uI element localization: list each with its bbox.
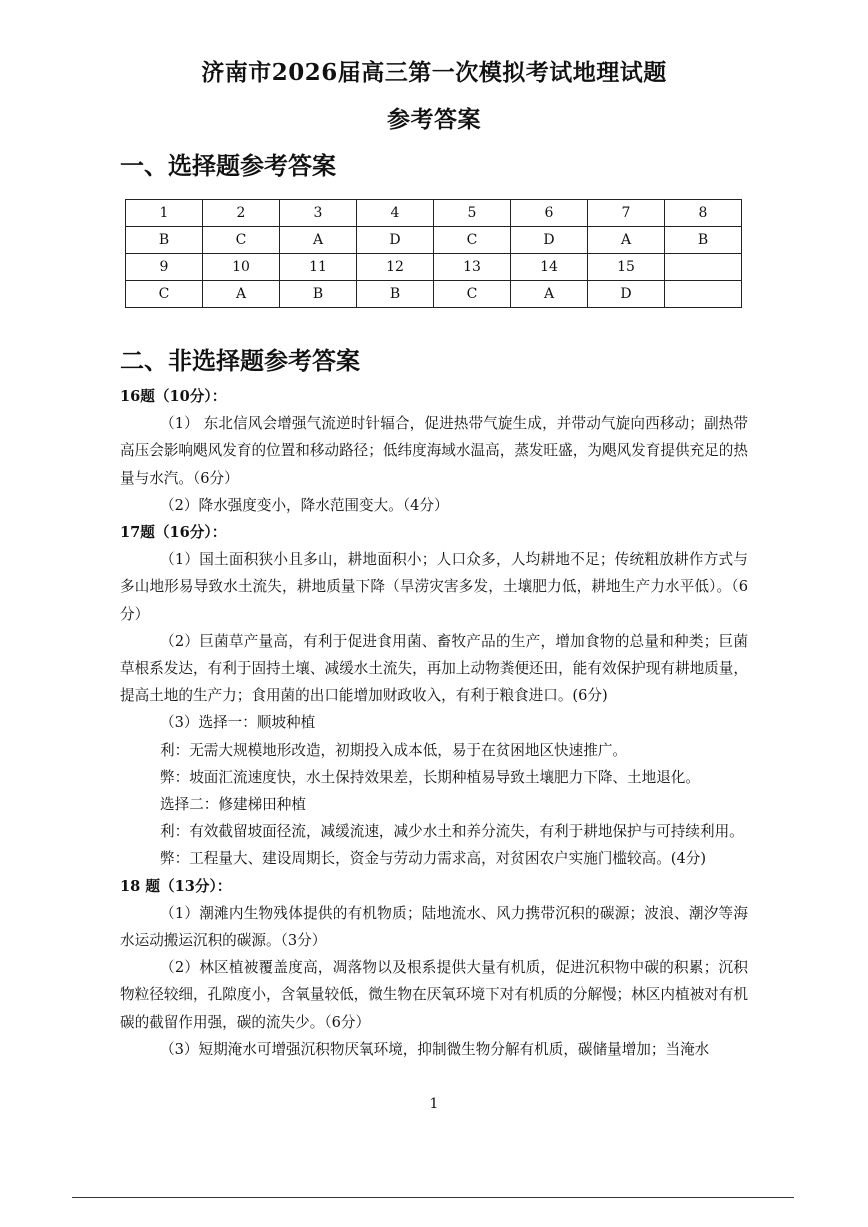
answer-cell: C: [434, 227, 511, 254]
question-number-cell: 15: [588, 254, 665, 281]
answer-paragraph: 弊：工程量大、建设周期长，资金与劳动力需求高，对贫困农户实施门槛较高。(4分): [160, 850, 707, 868]
answer-cell: B: [280, 281, 357, 308]
answer-cell: C: [434, 281, 511, 308]
answer-paragraph: （3）选择一：顺坡种植: [160, 714, 316, 732]
question-number-cell: 10: [203, 254, 280, 281]
answer-cell: C: [126, 281, 203, 308]
question-number-cell: 4: [357, 200, 434, 227]
free-response-answers: [120, 383, 748, 1063]
answer-paragraph: （1）国土面积狭小且多山，耕地面积小；人口众多，人均耕地不足；传统粗放耕作方式与多山地形易导致水土流失，耕地质量下降（旱涝灾害多发，土壤肥力低，耕地生产力水平低）。（6分）: [120, 551, 748, 623]
answer-paragraph: （1） 东北信风会增强气流逆时针辐合，促进热带气旋生成，并带动气旋向西移动；副热带高压会影响飓风发育的位置和移动路径；低纬度海域水温高，蒸发旺盛，为飓风发育提供充足的热量与水汽。（6分）: [120, 415, 748, 487]
answer-paragraph: （2）降水强度变小，降水范围变大。（4分）: [160, 496, 449, 514]
answer-cell: A: [203, 281, 280, 308]
answer-cell: B: [357, 281, 434, 308]
question-number-cell: 11: [280, 254, 357, 281]
table-row: [126, 200, 742, 227]
question-number-cell: 2: [203, 200, 280, 227]
answer-cell: D: [357, 227, 434, 254]
answer-cell: D: [511, 227, 588, 254]
answer-paragraph: （1）潮滩内生物残体提供的有机物质；陆地流水、风力携带沉积的碳源；波浪、潮汐等海水运动搬运沉积的碳源。（3分）: [120, 904, 748, 950]
answer-cell: B: [126, 227, 203, 254]
answer-cell: C: [203, 227, 280, 254]
table-row: [126, 227, 742, 254]
question-number-cell: 5: [434, 200, 511, 227]
answer-paragraph: （2）巨菌草产量高，有利于促进食用菌、畜牧产品的生产，增加食物的总量和种类；巨菌草根系发达，有利于固持土壤、减缓水土流失，再加上动物粪便还田，能有效保护现有耕地质量，提高土地的生产力；食用菌的出口能增加财政收入，有利于粮食进口。(6分): [120, 632, 748, 705]
question-number-cell: [665, 254, 742, 281]
question-16-title: 16题（10分）：: [120, 388, 227, 405]
question-number-cell: 8: [665, 200, 742, 227]
section-heading-free-response: 二、非选择题参考答案: [120, 346, 360, 375]
question-number-cell: 13: [434, 254, 511, 281]
question-18-title: 18 题（13分）：: [120, 877, 232, 895]
answer-cell: B: [665, 227, 742, 254]
answer-paragraph: 弊：坡面汇流速度快，水土保持效果差，长期种植易导致土壤肥力下降、土地退化。: [160, 768, 700, 786]
answer-paragraph: 选择二：修建梯田种植: [160, 796, 306, 814]
question-number-cell: 6: [511, 200, 588, 227]
footer-divider: [72, 1197, 794, 1198]
question-number-cell: 1: [126, 200, 203, 227]
question-number-cell: 3: [280, 200, 357, 227]
answer-cell: A: [511, 281, 588, 308]
answer-paragraph: 利：有效截留坡面径流，减缓流速，减少水土和养分流失，有利于耕地保护与可持续利用。: [160, 823, 744, 841]
answer-cell: A: [280, 227, 357, 254]
document-subtitle: 参考答案: [387, 106, 481, 133]
table-row: [126, 254, 742, 281]
question-number-cell: 14: [511, 254, 588, 281]
table-row: [126, 281, 742, 308]
question-number-cell: 9: [126, 254, 203, 281]
answer-paragraph: 利：无需大规模地形改造，初期投入成本低，易于在贫困地区快速推广。: [160, 741, 628, 759]
page-number: 1: [429, 1096, 439, 1112]
section-heading-multiple-choice: 一、选择题参考答案: [120, 151, 336, 180]
document-title: 济南市2026届高三第一次模拟考试地理试题: [201, 59, 667, 86]
answer-cell: [665, 281, 742, 308]
answer-cell: D: [588, 281, 665, 308]
question-17-title: 17题（16分）：: [120, 524, 227, 542]
question-number-cell: 12: [357, 254, 434, 281]
answer-paragraph: （3）短期淹水可增强沉积物厌氧环境，抑制微生物分解有机质，碳储量增加；当淹水: [160, 1040, 710, 1058]
answer-paragraph: （2）林区植被覆盖度高，凋落物以及根系提供大量有机质，促进沉积物中碳的积累；沉积物粒径较细，孔隙度小，含氧量较低，微生物在厌氧环境下对有机质的分解慢；林区内植被对有机碳的截留作用强，碳的流失少。（6分）: [120, 959, 748, 1031]
answer-table: [125, 199, 742, 308]
question-number-cell: 7: [588, 200, 665, 227]
answer-cell: A: [588, 227, 665, 254]
